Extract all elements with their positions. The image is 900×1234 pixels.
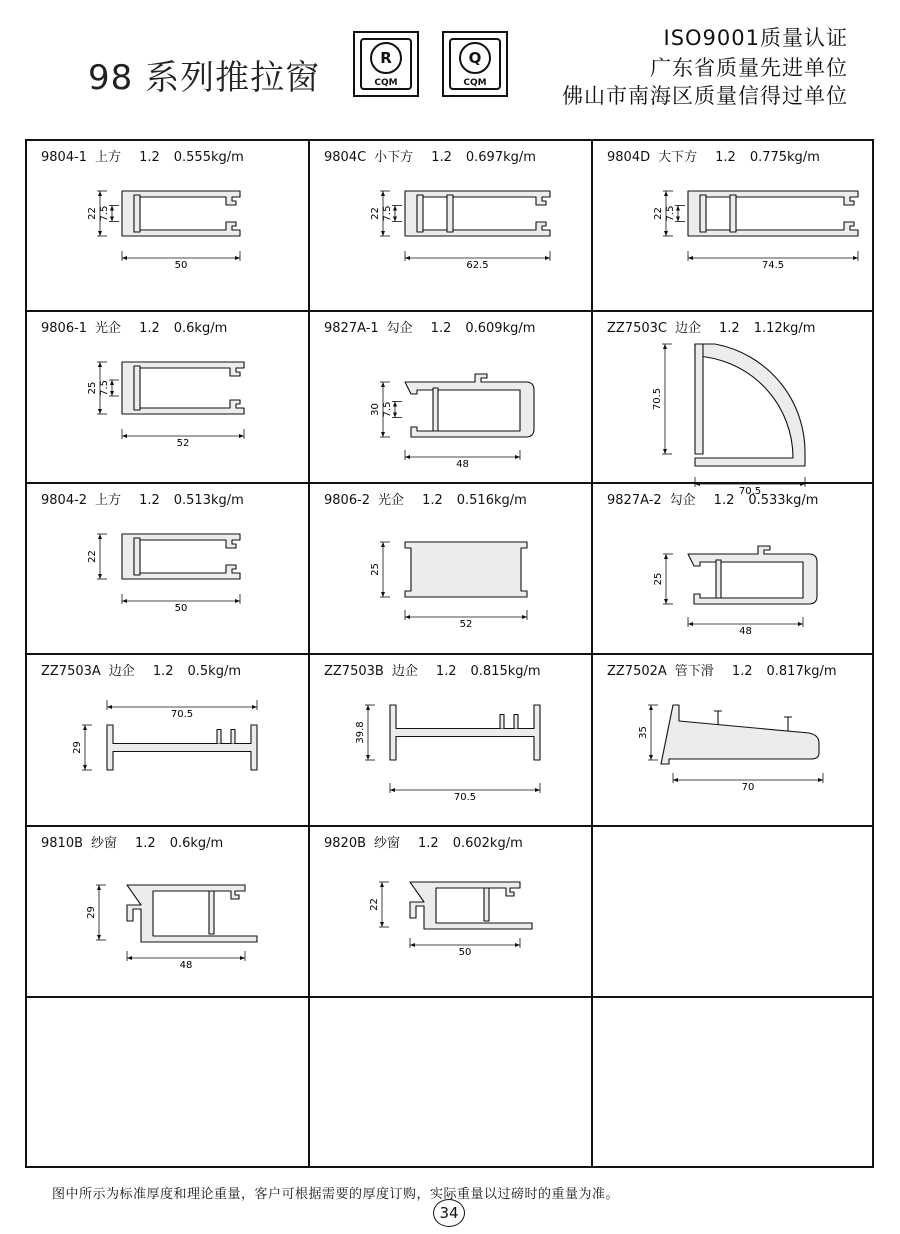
profile-web — [209, 891, 214, 934]
profile-thickness: 1.2 — [139, 493, 160, 508]
profile-section — [127, 885, 257, 942]
profile-weight: 0.516kg/m — [456, 493, 527, 508]
dimension-label: 35 — [638, 726, 649, 739]
profile-caption — [324, 489, 541, 508]
profile-code: 9806-2 — [324, 493, 371, 508]
profile-thickness: 1.2 — [139, 150, 160, 165]
profile-weight: 0.697kg/m — [465, 150, 536, 165]
dimension-label: 52 — [176, 438, 190, 449]
profile-drawing — [27, 312, 310, 484]
profile-drawing — [593, 141, 872, 312]
profile-caption — [324, 660, 555, 679]
logo-label: CQM — [463, 78, 487, 88]
profile-web — [134, 538, 140, 575]
profile-name: 大下方 — [658, 150, 698, 165]
dimension-label: 25 — [370, 563, 381, 576]
profile-thickness: 1.2 — [435, 664, 457, 679]
profile-name: 光企 — [378, 493, 405, 508]
profile-web — [700, 195, 706, 232]
profile-caption — [41, 317, 241, 336]
profile-cell — [310, 484, 593, 655]
profile-caption — [324, 317, 549, 336]
profile-cell — [310, 655, 593, 827]
profile-drawing — [310, 312, 593, 484]
profile-weight: 1.12kg/m — [753, 321, 816, 336]
profile-name: 纱窗 — [374, 836, 401, 851]
profile-cell — [310, 141, 593, 312]
profile-section — [405, 542, 527, 597]
profile-name: 边企 — [108, 664, 135, 679]
profile-cell — [27, 655, 310, 827]
dimension-label: 7.5 — [99, 380, 110, 396]
profile-cell — [593, 655, 872, 827]
profile-name: 边企 — [674, 321, 701, 336]
profile-cell — [27, 827, 310, 998]
profile-weight: 0.533kg/m — [748, 493, 819, 508]
profile-arc — [695, 344, 805, 466]
profile-cell — [310, 827, 593, 998]
cert-iso: ISO9001质量认证 — [663, 26, 848, 50]
profile-thickness: 1.2 — [731, 664, 753, 679]
dimension-label: 52 — [459, 619, 473, 630]
profile-thickness: 1.2 — [713, 493, 735, 508]
profile-drawing — [310, 141, 593, 312]
profile-cell — [593, 141, 872, 312]
profile-weight: 0.6kg/m — [173, 321, 228, 336]
profile-cell — [27, 141, 310, 312]
profile-name: 纱窗 — [91, 836, 118, 851]
profile-thickness: 1.2 — [719, 321, 740, 336]
profile-cell — [310, 998, 593, 1166]
profile-name: 上方 — [95, 493, 122, 508]
profile-cell — [27, 998, 310, 1166]
profile-weight: 0.815kg/m — [470, 664, 541, 679]
dimension-label: 22 — [653, 207, 664, 220]
profile-web — [433, 388, 438, 431]
logo-letter: Q — [459, 42, 491, 74]
profile-code: 9827A-1 — [324, 321, 379, 336]
profile-drawing — [310, 827, 593, 998]
logo-letter: R — [370, 42, 402, 74]
profile-fin — [217, 730, 235, 744]
profile-caption — [607, 489, 832, 508]
profile-name: 上方 — [95, 150, 122, 165]
profile-caption — [41, 146, 258, 165]
profile-thickness: 1.2 — [422, 493, 443, 508]
dimension-label: 48 — [179, 960, 193, 971]
profile-web — [716, 560, 721, 598]
logo-label: CQM — [374, 78, 398, 88]
dimension-label: 50 — [458, 947, 472, 958]
profile-caption — [324, 146, 550, 165]
profile-name: 小下方 — [374, 150, 414, 165]
page-number: 34 — [433, 1199, 465, 1227]
profile-drawing — [27, 141, 310, 312]
dimension-label: 70.5 — [738, 486, 762, 497]
profile-weight: 0.5kg/m — [187, 664, 241, 679]
dimension-label: 29 — [72, 741, 83, 754]
dimension-label: 30 — [370, 403, 381, 416]
profile-section — [661, 705, 819, 764]
dimension-label: 22 — [370, 207, 381, 220]
dimension-label: 70.5 — [652, 387, 663, 411]
profile-caption — [324, 832, 537, 851]
profile-caption — [607, 146, 834, 165]
profile-name: 勾企 — [386, 321, 413, 336]
dimension-label: 50 — [174, 260, 188, 271]
dimension-label: 22 — [87, 207, 98, 220]
profile-web — [134, 366, 140, 410]
dimension-label: 70.5 — [170, 709, 194, 720]
profile-drawing — [27, 827, 310, 998]
profile-cell — [593, 998, 872, 1166]
dimension-label: 22 — [369, 898, 380, 911]
profile-table — [25, 139, 874, 1168]
profile-drawing — [593, 312, 872, 497]
cert-foshan: 佛山市南海区质量信得过单位 — [562, 84, 848, 108]
dimension-label: 48 — [739, 626, 752, 637]
dimension-label: 62.5 — [466, 260, 489, 271]
profile-weight: 0.775kg/m — [749, 150, 820, 165]
profile-code: 9820B — [324, 836, 367, 851]
profile-name: 管下滑 — [674, 664, 714, 679]
dimension-label: 29 — [86, 906, 97, 919]
profile-section — [390, 705, 540, 760]
profile-name: 光企 — [95, 321, 122, 336]
profile-drawing — [310, 655, 593, 827]
profile-code: 9810B — [41, 836, 84, 851]
dimension-label: 7.5 — [99, 205, 110, 222]
profile-thickness: 1.2 — [135, 836, 156, 851]
profile-weight: 0.6kg/m — [169, 836, 224, 851]
profile-code: 9804C — [324, 150, 367, 165]
profile-web — [134, 195, 140, 232]
profile-drawing — [593, 484, 872, 655]
profile-section — [688, 191, 858, 236]
cqm-q-logo — [442, 31, 508, 97]
profile-drawing — [593, 655, 872, 827]
profile-code: 9827A-2 — [607, 493, 662, 508]
profile-thickness: 1.2 — [430, 321, 452, 336]
profile-caption — [607, 660, 851, 679]
profile-section — [688, 546, 817, 604]
dimension-label: 7.5 — [382, 401, 393, 418]
profile-weight: 0.513kg/m — [173, 493, 244, 508]
profile-cell — [310, 312, 593, 484]
dimension-label: 70.5 — [453, 792, 477, 803]
profile-code: 9804-1 — [41, 150, 88, 165]
profile-code: 9804-2 — [41, 493, 88, 508]
profile-code: ZZ7503B — [324, 664, 384, 679]
profile-caption — [41, 832, 237, 851]
profile-code: ZZ7503A — [41, 664, 101, 679]
profile-code: 9804D — [607, 150, 651, 165]
profile-web — [447, 195, 453, 232]
profile-name: 边企 — [391, 664, 418, 679]
profile-thickness: 1.2 — [418, 836, 439, 851]
cert-guangdong: 广东省质量先进单位 — [650, 56, 848, 80]
dimension-label: 48 — [456, 459, 469, 470]
cqm-r-logo — [353, 31, 419, 97]
profile-section — [410, 882, 532, 929]
profile-web — [695, 344, 703, 454]
dimension-label: 70 — [741, 782, 755, 793]
profile-fin — [500, 715, 518, 729]
profile-caption — [607, 317, 829, 336]
profile-cell — [27, 312, 310, 484]
dimension-label: 7.5 — [665, 205, 676, 222]
profile-code: ZZ7502A — [607, 664, 667, 679]
profile-cell — [593, 827, 872, 998]
profile-web — [730, 195, 736, 232]
dimension-label: 25 — [87, 381, 98, 395]
profile-web — [484, 888, 489, 921]
dimension-label: 74.5 — [761, 260, 785, 271]
profile-cell — [593, 484, 872, 655]
dimension-label: 22 — [87, 550, 98, 563]
footnote: 图中所示为标准厚度和理论重量，客户可根据需要的厚度订购，实际重量以过磅时的重量为准。 — [52, 1187, 620, 1202]
dimension-label: 7.5 — [382, 205, 393, 222]
profile-cell — [27, 484, 310, 655]
profile-name: 勾企 — [669, 493, 696, 508]
profile-section — [405, 374, 534, 437]
profile-caption — [41, 489, 258, 508]
profile-thickness: 1.2 — [715, 150, 736, 165]
dimension-label: 39.8 — [355, 721, 366, 744]
profile-weight: 0.817kg/m — [766, 664, 837, 679]
profile-thickness: 1.2 — [152, 664, 174, 679]
profile-cell — [593, 312, 872, 497]
profile-section — [405, 191, 550, 236]
profile-drawing — [27, 655, 310, 827]
profile-web — [417, 195, 423, 232]
profile-code: ZZ7503C — [607, 321, 667, 336]
profile-drawing — [27, 484, 310, 655]
profile-thickness: 1.2 — [431, 150, 452, 165]
profile-caption — [41, 660, 255, 679]
profile-weight: 0.555kg/m — [173, 150, 244, 165]
profile-thickness: 1.2 — [139, 321, 160, 336]
profile-weight: 0.602kg/m — [452, 836, 523, 851]
profile-weight: 0.609kg/m — [465, 321, 536, 336]
dimension-label: 25 — [653, 572, 664, 586]
dimension-label: 50 — [174, 603, 188, 614]
profile-drawing — [310, 484, 593, 655]
page-title: 98 系列推拉窗 — [88, 58, 321, 98]
profile-code: 9806-1 — [41, 321, 88, 336]
